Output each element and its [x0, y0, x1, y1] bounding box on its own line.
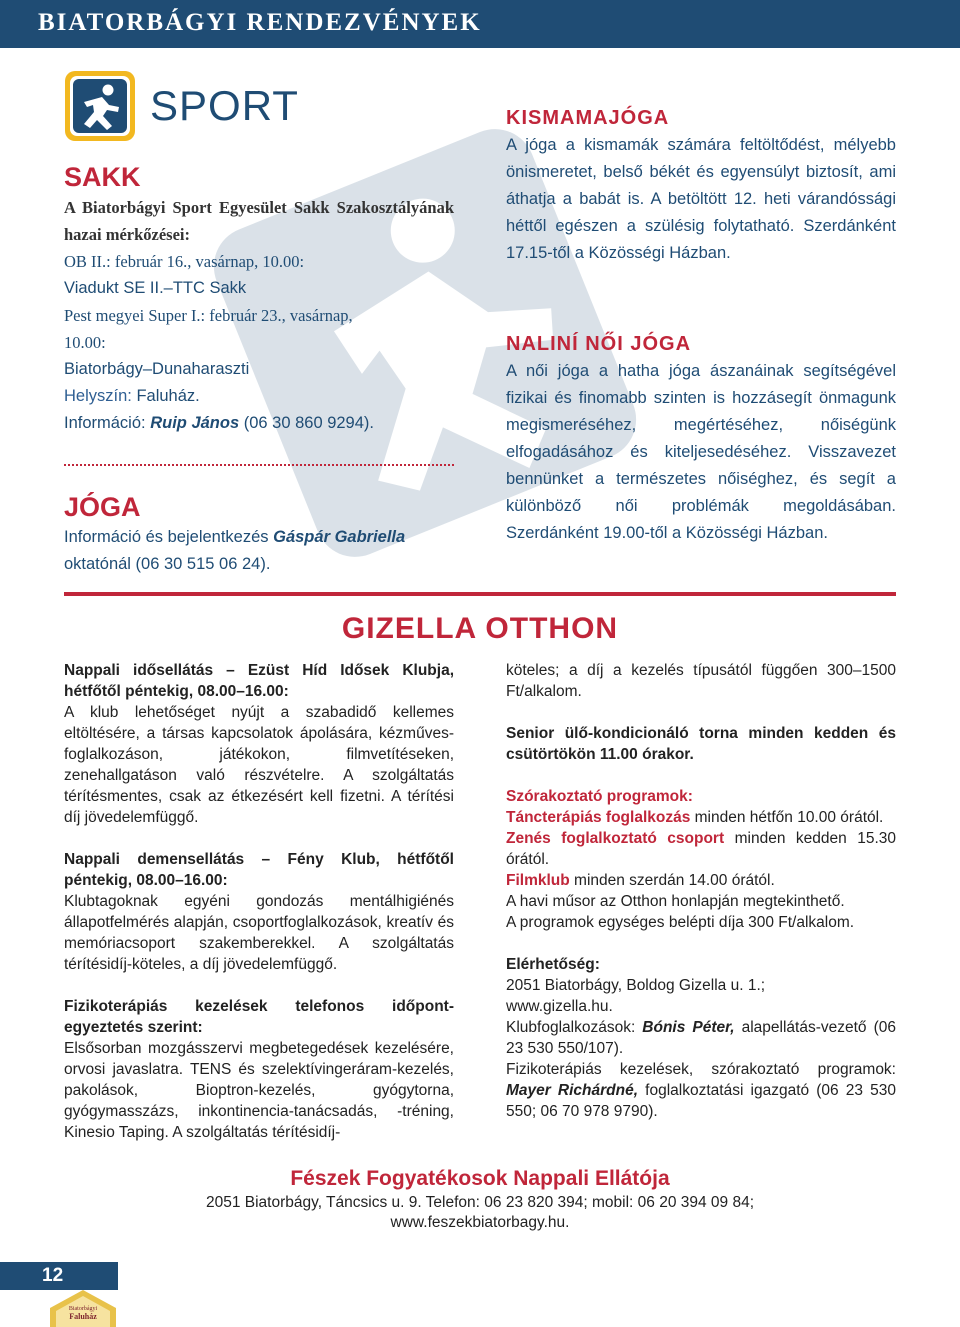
film-text: minden szerdán 14.00 órától. — [569, 872, 775, 889]
kismamajoga-text: A jóga a kismamák számára feltöltődést, mélyebb önismeretet, belső békét és egyensúlyt biztosít, ami áthatja a babát is. A betöltött 12. heti várandóssági héttől egészen a szülésig folytatható. Szerdánként 17.15-től a Közösségi Házban. — [506, 136, 896, 262]
joga-text — [64, 524, 459, 578]
sakk-section — [64, 160, 464, 437]
program-film — [506, 870, 896, 891]
feszek-contact: 2051 Biatorbágy, Táncsics u. 9. Telefon: 06 23 820 394; mobil: 06 20 394 09 84; — [205, 1194, 755, 1211]
belepti-dij: A programok egységes belépti díja 300 Ft/alkalom. — [506, 914, 855, 931]
tanc-text: minden hétfőn 10.00 órától. — [690, 809, 884, 826]
fizio-suffix: foglalkoztatási igazgató (06 23 530 550; 06 70 978 9790). — [506, 1082, 896, 1120]
feszek-web: www.feszekbiatorbagy.hu. — [390, 1214, 570, 1231]
fizio-continuation: köteles; a díj a kezelés típusától függően 300–1500 Ft/alkalom. — [506, 662, 896, 700]
program-zenes — [506, 828, 896, 870]
sakk-venue — [64, 383, 464, 410]
joga-text-prefix: Információ és bejelentkezés — [64, 528, 274, 546]
klub-prefix: Klubfoglalkozások: — [506, 1019, 643, 1036]
nalini-section — [506, 330, 896, 547]
tanc-label: Táncterápiás foglalkozás — [506, 809, 691, 826]
contact-web: www.gizella.hu. — [506, 998, 613, 1015]
programs-heading: Szórakoztató programok: — [506, 788, 693, 805]
logo-text-top: Biatorbágyi — [68, 1306, 98, 1312]
gizella-left-column — [64, 660, 454, 1143]
joga-heading: JÓGA — [64, 492, 141, 522]
joga-instructor: Gáspár Gabriella — [273, 528, 406, 546]
page-number: 12 — [42, 1265, 64, 1286]
klub-name: Bónis Péter, — [642, 1019, 735, 1036]
nalini-heading: NALINÍ NŐI JÓGA — [506, 333, 692, 355]
sport-runner-icon — [64, 70, 136, 142]
nalini-text: A női jóga a hatha jóga ászanáinak segítségével fizikai és finomabb szinten is hozzásegít önmagunk megismeréséhez, megértéséhez, nőiségünk elfogadásához és kiteljesedéséhez. Visszavezet bennünket a természetes nőiséghez, és segít a különböző női problémák megoldásában. Szerdánként 19.00-től a Közösségi Házban. — [506, 362, 896, 542]
section-divider — [64, 592, 896, 596]
fizioterapia-text: Elsősorban mozgásszervi megbetegedések kezelésére, orvosi javaslatra. TENS és szelektívingeráram-kezelés, pakolások, Bioptron-kezelés, gyógytorna, gyógymasszázs, inkontinencia-tanácsadás, -tréning, Kinesio Taping. A szolgáltatás térítésidíj- — [64, 1040, 454, 1141]
info-phone: (06 30 860 9294). — [239, 414, 374, 432]
feszek-title: Fészek Fogyatékosok Nappali Ellátója — [290, 1167, 670, 1190]
gizella-right-column — [506, 660, 896, 1122]
sakk-ob-line: OB II.: február 16., vasárnap, 10.00: — [64, 252, 305, 271]
dotted-divider — [64, 464, 454, 466]
sakk-info — [64, 410, 464, 437]
kismamajoga-heading: KISMAMAJÓGA — [506, 107, 670, 129]
venue-label: Helyszín: — [64, 387, 132, 405]
contact-heading: Elérhetőség: — [506, 956, 600, 973]
header-bar — [0, 0, 960, 48]
section-title-sport: SPORT — [150, 82, 299, 129]
demensellatas-text: Klubtagoknak egyéni gondozás mentálhigiénés állapotfelmérés alapján, csoportfoglalkozások, kreatív és memóriacsoport szakemberekkel. A szolgáltatás térítésidíj-köteles, a díj jövedelemfüggő. — [64, 893, 454, 973]
idosellatas-text: A klub lehetőséget nyújt a szabadidő kellemes eltöltésére, a társas kapcsolatok ápolására, kézműves-foglalkozáson, játékokon, filmvetítéseken, zenehallgatáson való részvételre. A szolgáltatás térítésmentes, csak az étkezésért kell fizetni. A térítési díj jövedelemfüggő. — [64, 704, 454, 826]
havi-musor: A havi műsor az Otthon honlapján megtekinthető. — [506, 893, 845, 910]
gizella-title: GIZELLA OTTHON — [341, 612, 619, 645]
senior-torna: Senior ülő-kondicionáló torna minden kedden és csütörtökön 11.00 órakor. — [506, 725, 896, 763]
idosellatas-heading: Nappali idősellátás – Ezüst Híd Idősek Klubja, hétfőtől péntekig, 08.00–16.00: — [64, 662, 454, 700]
demensellatas-heading: Nappali demensellátás – Fény Klub, hétfőtől péntekig, 08.00–16.00: — [64, 851, 454, 889]
logo-text-bottom: Faluház — [69, 1312, 97, 1321]
faluhaz-logo — [46, 1286, 120, 1327]
header-title: BIATORBÁGYI RENDEZVÉNYEK — [38, 9, 482, 36]
sakk-super-line: Pest megyei Super I.: február 23., vasárnap, 10.00: — [64, 306, 353, 352]
sakk-heading: SAKK — [64, 162, 141, 192]
kismamajoga-section — [506, 104, 896, 267]
sakk-intro: A Biatorbágyi Sport Egyesület Sakk Szakosztályának hazai mérkőzései: — [64, 198, 454, 244]
fizio-prefix: Fizikoterápiás kezelések, szórakoztató programok: — [506, 1061, 896, 1078]
fizioterapia-heading: Fizikoterápiás kezelések telefonos időpont-egyeztetés szerint: — [64, 998, 454, 1036]
joga-section — [64, 492, 464, 578]
venue-value: Faluház. — [131, 387, 200, 405]
klub-suffix: alapellátás-vezető (06 23 530 550/107). — [506, 1019, 896, 1057]
sakk-match-2: Biatorbágy–Dunaharaszti — [64, 360, 250, 378]
joga-text-suffix: oktatónál (06 30 515 06 24). — [64, 555, 271, 573]
zenes-text: minden kedden 15.30 órától. — [506, 830, 896, 868]
info-prefix: Információ: — [64, 414, 151, 432]
contact-address: 2051 Biatorbágy, Boldog Gizella u. 1.; — [506, 977, 766, 994]
contact-klub — [506, 1017, 896, 1059]
contact-fizio — [506, 1059, 896, 1122]
sakk-match-1: Viadukt SE II.–TTC Sakk — [64, 279, 247, 297]
film-label: Filmklub — [506, 872, 570, 889]
program-tanc — [506, 807, 896, 828]
info-name: Ruip János — [150, 414, 240, 432]
zenes-label: Zenés foglalkoztató csoport — [506, 830, 725, 847]
fizio-name: Mayer Richárdné, — [506, 1082, 639, 1099]
